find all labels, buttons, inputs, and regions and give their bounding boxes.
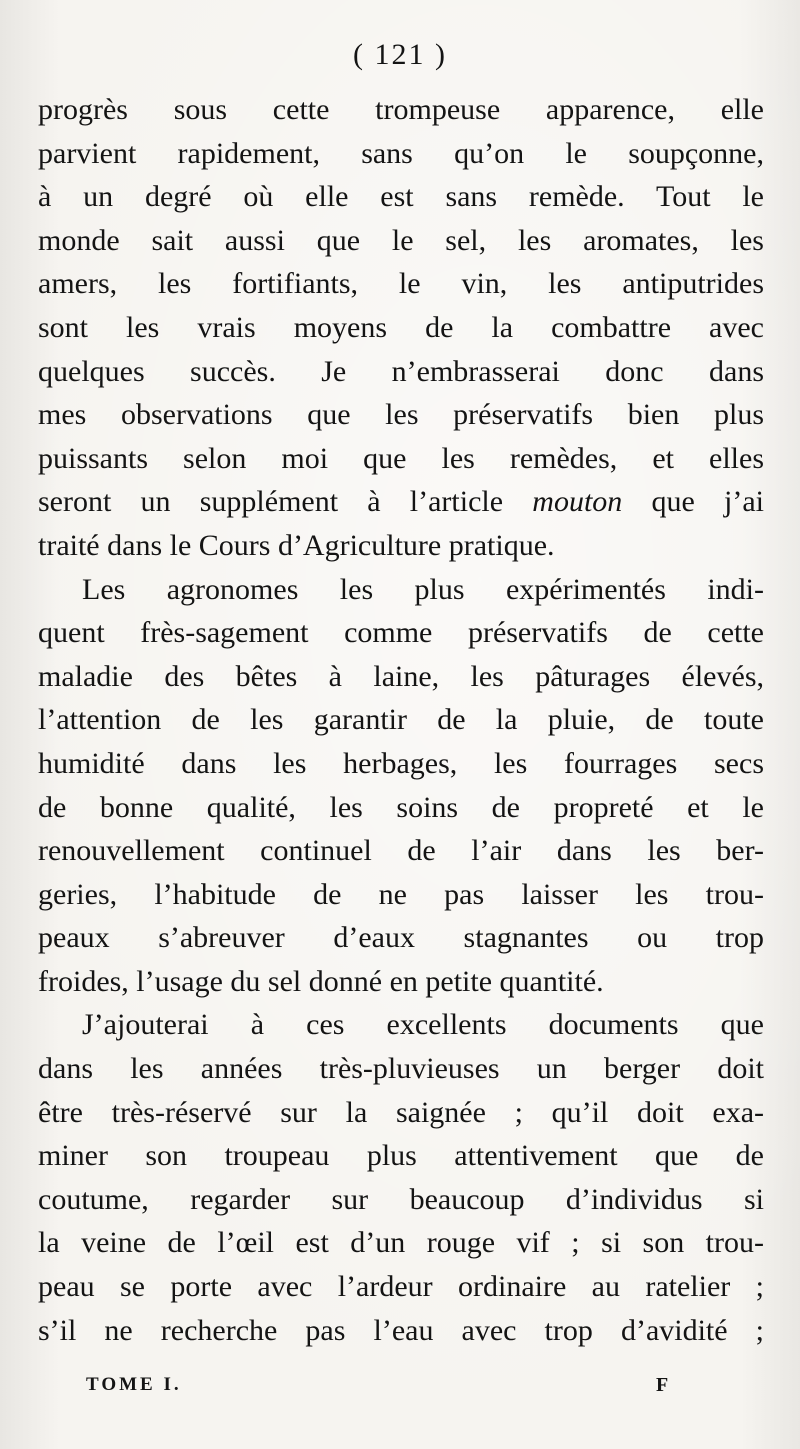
text-line: peau se porte avec l’ardeur ordinaire au ratelier ;	[38, 1270, 764, 1304]
text-line: monde sait aussi que le sel, les aromates, les	[38, 223, 764, 257]
text-line: froides, l’usage du sel donné en petite quantité.	[38, 964, 604, 998]
text-line: renouvellement continuel de l’air dans les ber-	[38, 834, 764, 868]
text-line: humidité dans les herbages, les fourrages secs	[38, 746, 764, 780]
text-line: de bonne qualité, les soins de propreté et le	[38, 790, 764, 824]
text-line: peaux s’abreuver d’eaux stagnantes ou trop	[38, 921, 764, 955]
text-line: coutume, regarder sur beaucoup d’individus si	[38, 1182, 764, 1216]
paragraph-start-line: J’ajouterai à ces excellents documents que	[82, 1008, 764, 1042]
text-line: mes observations que les préservatifs bien plus	[38, 398, 764, 432]
text-line: progrès sous cette trompeuse apparence, elle	[38, 93, 764, 126]
text-line: miner son troupeau plus attentivement que de	[38, 1139, 764, 1173]
paragraph-start-line: Les agronomes les plus expérimentés indi-	[82, 572, 764, 606]
text-line: l’attention de les garantir de la pluie, de toute	[38, 703, 764, 737]
text-line: parvient rapidement, sans qu’on le soupçonne,	[38, 136, 764, 170]
text-line: la veine de l’œil est d’un rouge vif ; si son trou-	[38, 1226, 764, 1260]
text-line: s’il ne recherche pas l’eau avec trop d’avidité ;	[38, 1313, 764, 1347]
text-line: puissants selon moi que les remèdes, et elles	[38, 441, 764, 475]
text-line: maladie des bêtes à laine, les pâturages élevés,	[38, 659, 764, 693]
text-line: sont les vrais moyens de la combattre avec	[38, 310, 764, 344]
text-line: traité dans le Cours d’Agriculture pratique.	[38, 528, 555, 562]
text-line: quent frès-sagement comme préservatifs de cette	[38, 616, 764, 650]
text-line: geries, l’habitude de ne pas laisser les trou-	[38, 877, 764, 911]
body-text	[38, 88, 764, 1352]
text-line: amers, les fortifiants, le vin, les antiputrides	[38, 267, 764, 301]
text-line: quelques succès. Je n’embrasserai donc dans	[38, 354, 764, 388]
page-footer	[0, 1374, 800, 1404]
text-line-with-italic: seront un supplément à l’article mouton que j’ai	[38, 485, 764, 519]
text-line: dans les années très-pluvieuses un berger doit	[38, 1052, 764, 1086]
text-line: à un degré où elle est sans remède. Tout le	[38, 180, 764, 214]
italic-term: mouton	[532, 485, 623, 519]
page-number: ( 121 )	[353, 38, 447, 71]
text-line: être très-réservé sur la saignée ; qu’il doit exa-	[38, 1095, 764, 1129]
gathering-signature: F	[656, 1374, 669, 1396]
volume-signature: TOME I.	[86, 1374, 182, 1395]
